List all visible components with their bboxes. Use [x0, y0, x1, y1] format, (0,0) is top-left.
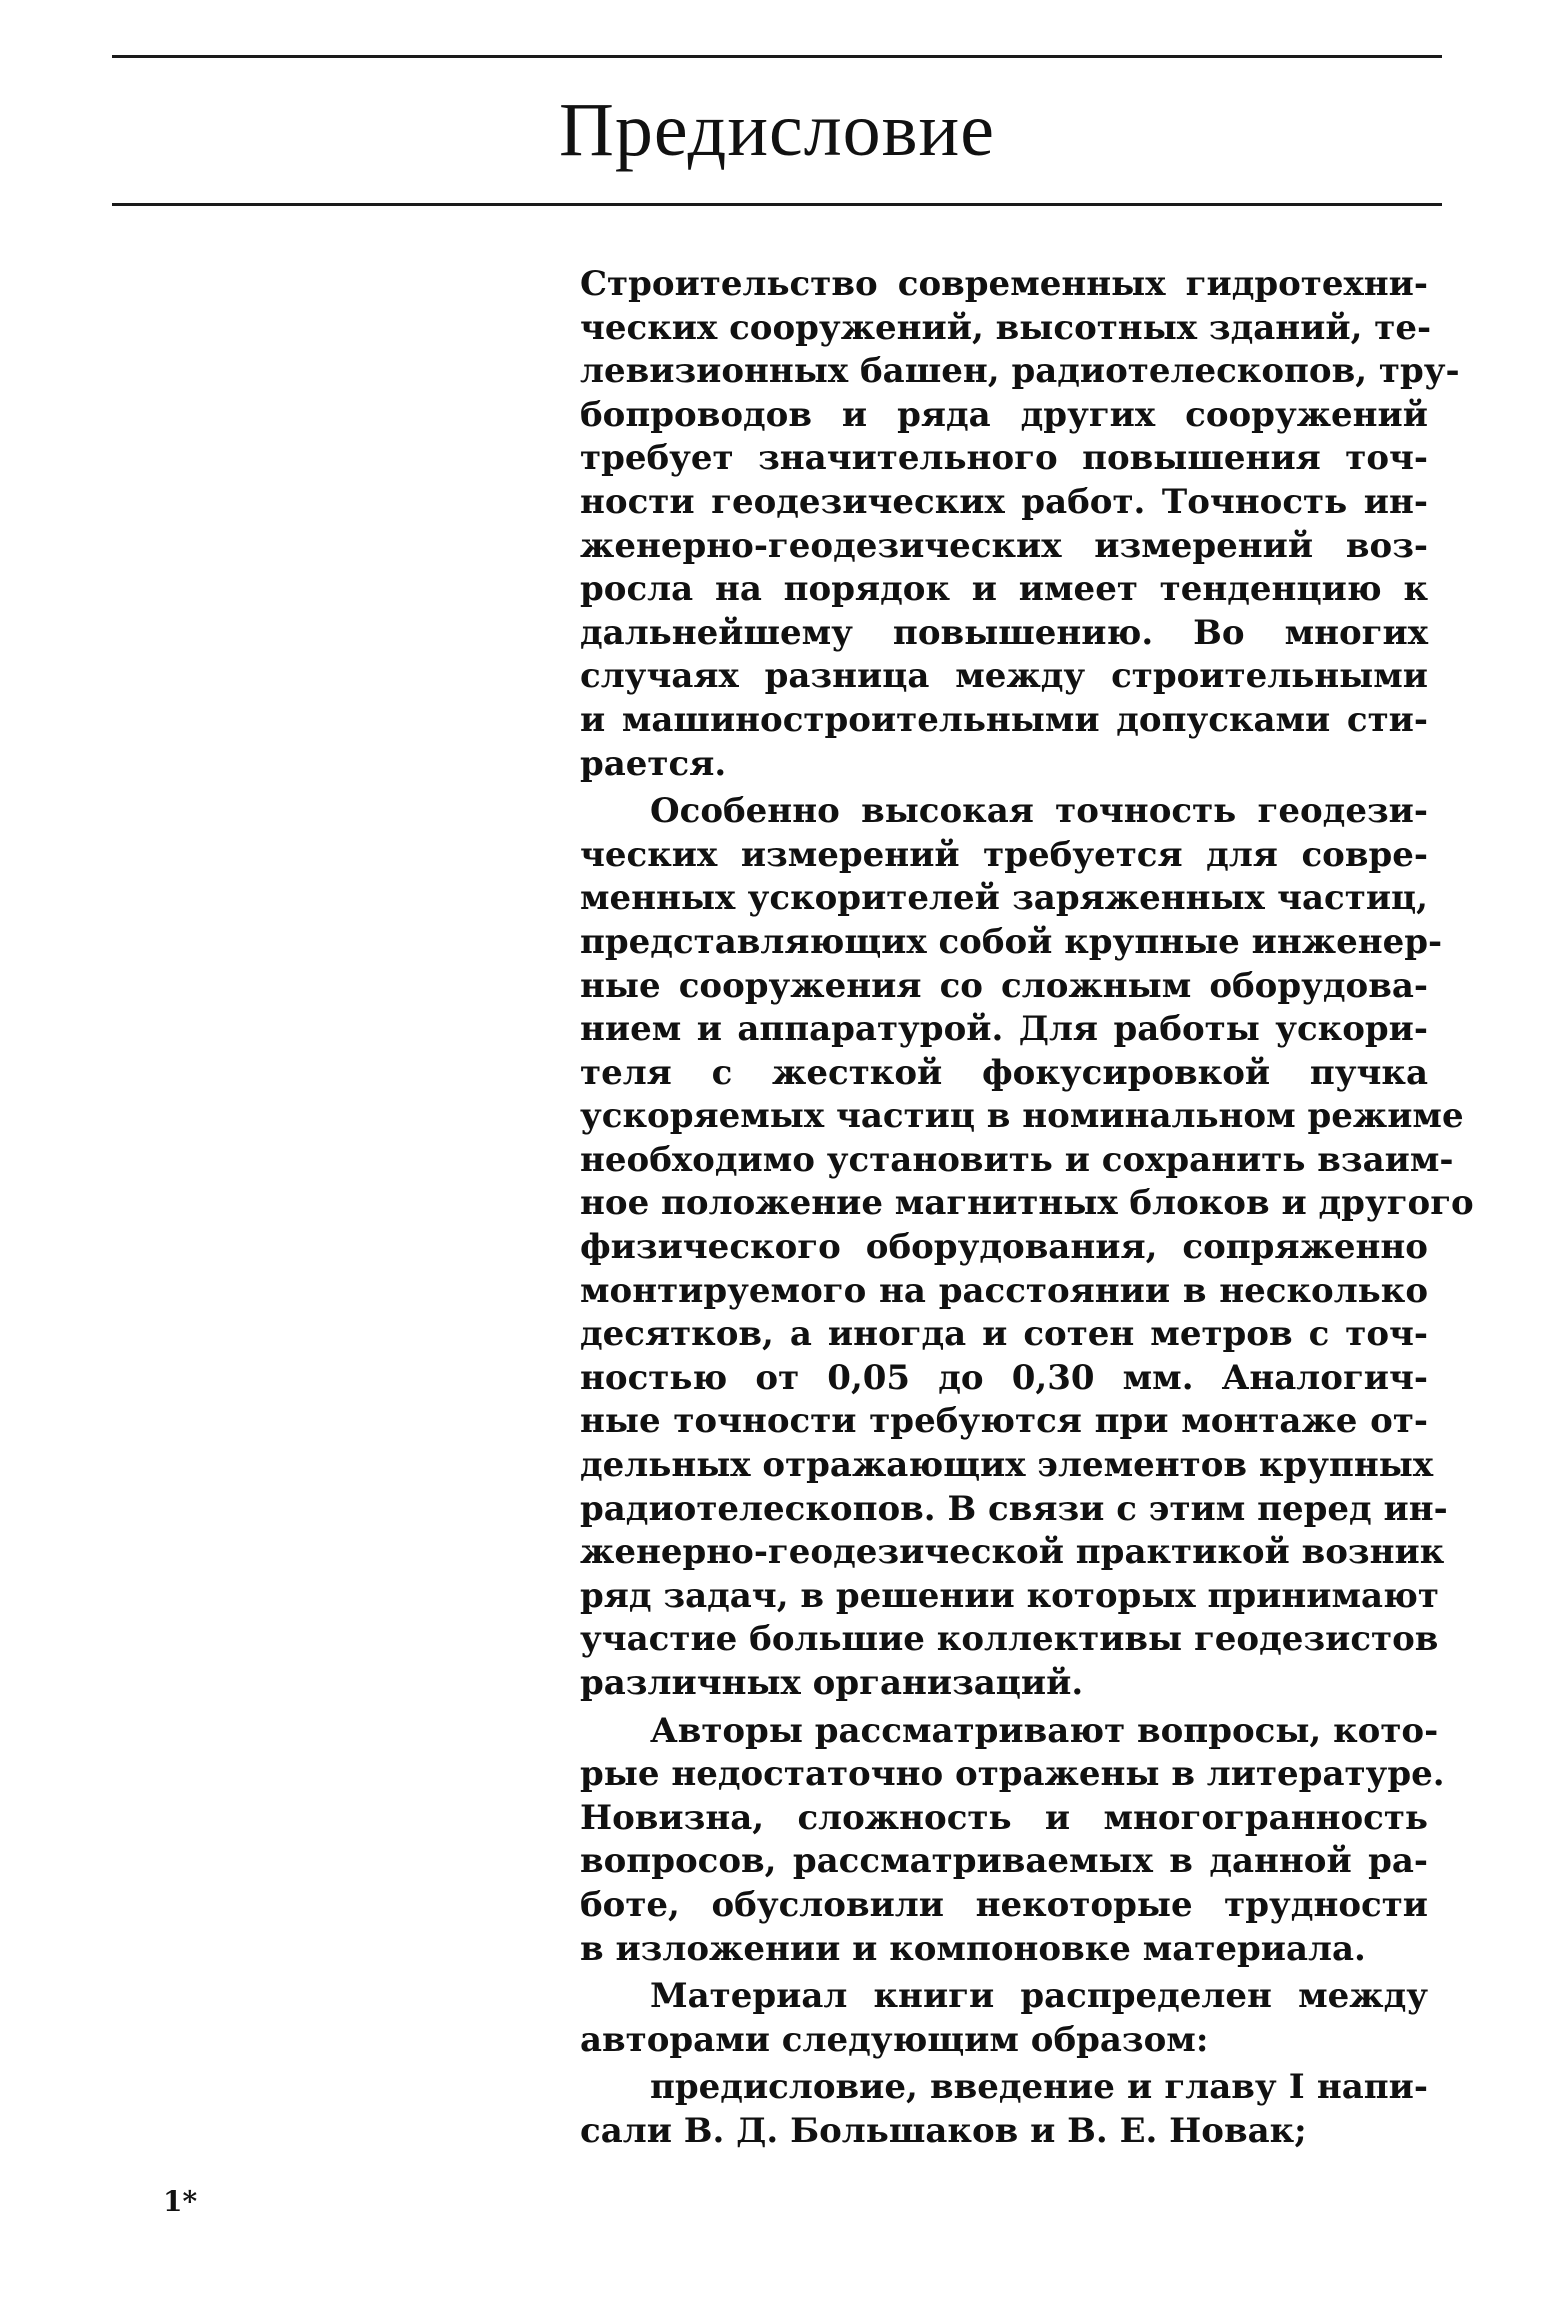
text-line: сали В. Д. Большаков и В. Е. Новак;	[580, 2110, 1307, 2151]
text-line: авторами следующим образом:	[580, 2019, 1209, 2060]
paragraph	[580, 263, 1460, 786]
paragraph	[580, 1975, 1428, 2062]
text-line: дельных отражающих элементов крупных	[580, 1445, 1434, 1486]
text-line: дальнейшему повышению. Во многих	[580, 612, 1428, 653]
text-line: Материал книги распределен между	[650, 1976, 1428, 2017]
text-line: росла на порядок и имеет тенденцию к	[580, 569, 1428, 610]
text-line: и машиностроительными допусками сти-	[580, 699, 1428, 740]
text-line: ное положение магнитных блоков и другого	[580, 1183, 1474, 1224]
text-line: ускоряемых частиц в номинальном режиме	[580, 1096, 1464, 1137]
text-line: монтируемого на расстоянии в несколько	[580, 1270, 1428, 1311]
title-rule-top	[112, 55, 1442, 58]
text-line: радиотелескопов. В связи с этим перед ин-	[580, 1488, 1448, 1529]
text-line: необходимо установить и сохранить взаим-	[580, 1139, 1454, 1180]
text-line: рается.	[580, 743, 727, 784]
text-line: десятков, а иногда и сотен метров с точ-	[580, 1314, 1428, 1355]
text-line: рые недостаточно отражены в литературе.	[580, 1754, 1445, 1795]
text-line: левизионных башен, радиотелескопов, тру-	[580, 351, 1460, 392]
text-line: бопроводов и ряда других сооружений	[580, 394, 1428, 435]
text-line: ности геодезических работ. Точность ин-	[580, 481, 1428, 522]
paragraph	[580, 1710, 1445, 1972]
text-line: представляющих собой крупные инженер-	[580, 921, 1443, 962]
text-line: физического оборудования, сопряженно	[580, 1227, 1428, 1268]
paragraph	[580, 790, 1474, 1705]
text-line: предисловие, введение и главу I напи-	[650, 2067, 1428, 2108]
text-line: различных организаций.	[580, 1663, 1084, 1703]
text-line: случаях разница между строительными	[580, 656, 1428, 697]
text-line: Особенно высокая точность геодези-	[650, 791, 1428, 832]
text-line: Новизна, сложность и многогранность	[580, 1797, 1428, 1838]
title-rule-bottom	[112, 203, 1442, 206]
page-title: Предисловие	[559, 88, 995, 172]
text-line: нием и аппаратурой. Для работы ускори-	[580, 1009, 1428, 1050]
text-line: Строительство современных гидротехни-	[580, 264, 1428, 304]
paragraph	[580, 2066, 1428, 2153]
text-line: ностью от 0,05 до 0,30 мм. Аналогич-	[580, 1357, 1428, 1398]
text-line: ные точности требуются при монтаже от-	[580, 1401, 1428, 1442]
text-line: в изложении и компоновке материала.	[580, 1928, 1366, 1969]
text-line: ряд задач, в решении которых принимают	[580, 1575, 1439, 1616]
text-line: вопросов, рассматриваемых в данной ра-	[580, 1841, 1428, 1882]
text-line: женерно-геодезических измерений воз-	[580, 525, 1428, 566]
body-text	[580, 263, 1474, 2154]
text-line: Авторы рассматривают вопросы, кото-	[650, 1710, 1439, 1751]
text-line: менных ускорителей заряженных частиц,	[580, 878, 1428, 919]
text-line: ческих сооружений, высотных зданий, те-	[580, 307, 1432, 348]
text-line: ные сооружения со сложным оборудова-	[580, 965, 1428, 1006]
text-line: боте, обусловили некоторые трудности	[580, 1884, 1428, 1925]
text-line: ческих измерений требуется для совре-	[580, 834, 1428, 875]
text-line: теля с жесткой фокусировкой пучка	[580, 1052, 1428, 1093]
text-line: участие большие коллективы геодезистов	[580, 1619, 1439, 1660]
text-line: требует значительного повышения точ-	[580, 438, 1428, 479]
text-line: женерно-геодезической практикой возник	[580, 1532, 1445, 1573]
page-signature: 1*	[163, 2185, 198, 2218]
